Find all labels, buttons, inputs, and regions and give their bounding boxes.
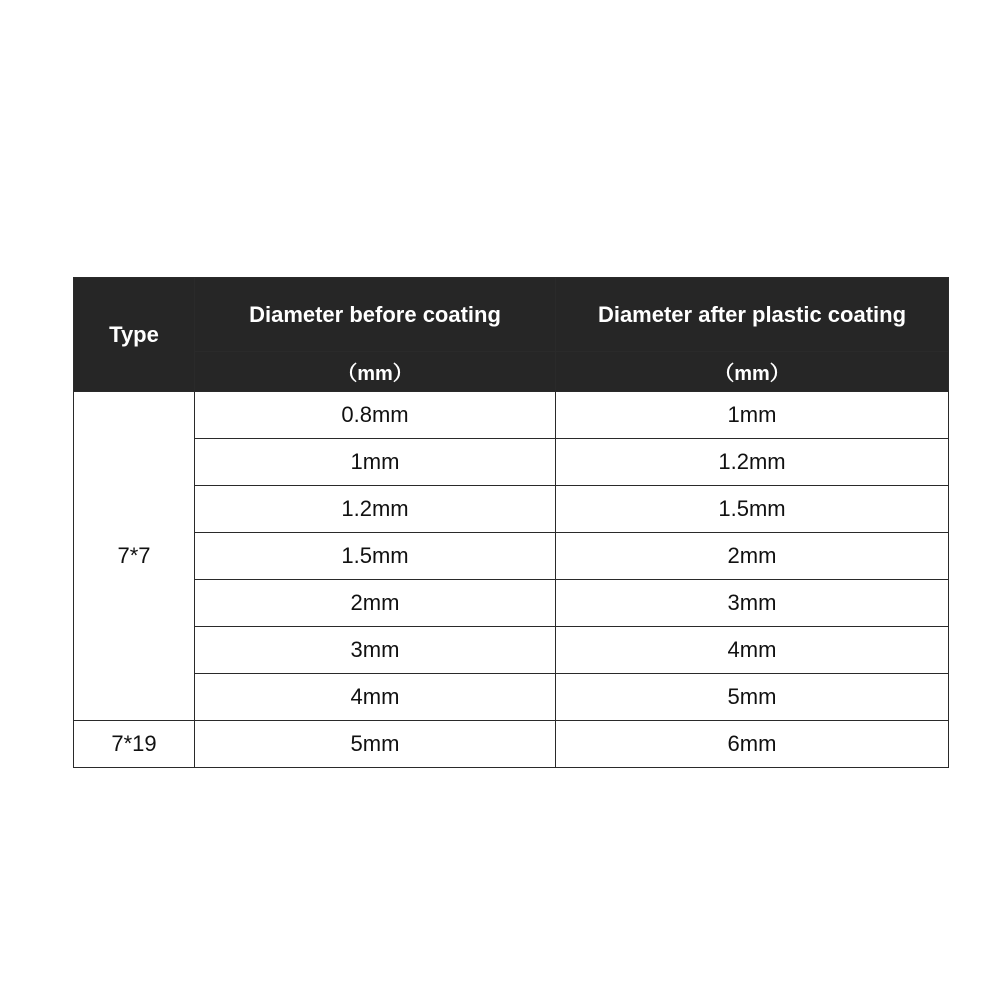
after-cell: 3mm	[556, 580, 949, 627]
after-coating-header: Diameter after plastic coating	[556, 278, 949, 352]
type-cell: 7*7	[74, 392, 195, 721]
table-row	[74, 674, 949, 721]
after-cell: 1.5mm	[556, 486, 949, 533]
table-row	[74, 627, 949, 674]
table-body	[74, 392, 949, 768]
before-cell: 4mm	[195, 674, 556, 721]
type-header: Type	[74, 278, 195, 392]
after-cell: 4mm	[556, 627, 949, 674]
before-coating-header: Diameter before coating	[195, 278, 556, 352]
before-cell: 1mm	[195, 439, 556, 486]
before-cell: 0.8mm	[195, 392, 556, 439]
spec-table	[73, 277, 949, 768]
type-cell: 7*19	[74, 721, 195, 768]
table-row	[74, 392, 949, 439]
before-cell: 1.5mm	[195, 533, 556, 580]
before-cell: 3mm	[195, 627, 556, 674]
table-header	[74, 278, 949, 392]
before-unit-header: （mm）	[195, 352, 556, 392]
table-row	[74, 486, 949, 533]
table-row	[74, 721, 949, 768]
after-cell: 1mm	[556, 392, 949, 439]
before-cell: 2mm	[195, 580, 556, 627]
table-row	[74, 580, 949, 627]
after-cell: 6mm	[556, 721, 949, 768]
before-cell: 1.2mm	[195, 486, 556, 533]
table-row	[74, 533, 949, 580]
before-cell: 5mm	[195, 721, 556, 768]
after-cell: 1.2mm	[556, 439, 949, 486]
after-unit-header: （mm）	[556, 352, 949, 392]
after-cell: 5mm	[556, 674, 949, 721]
table-row	[74, 439, 949, 486]
after-cell: 2mm	[556, 533, 949, 580]
